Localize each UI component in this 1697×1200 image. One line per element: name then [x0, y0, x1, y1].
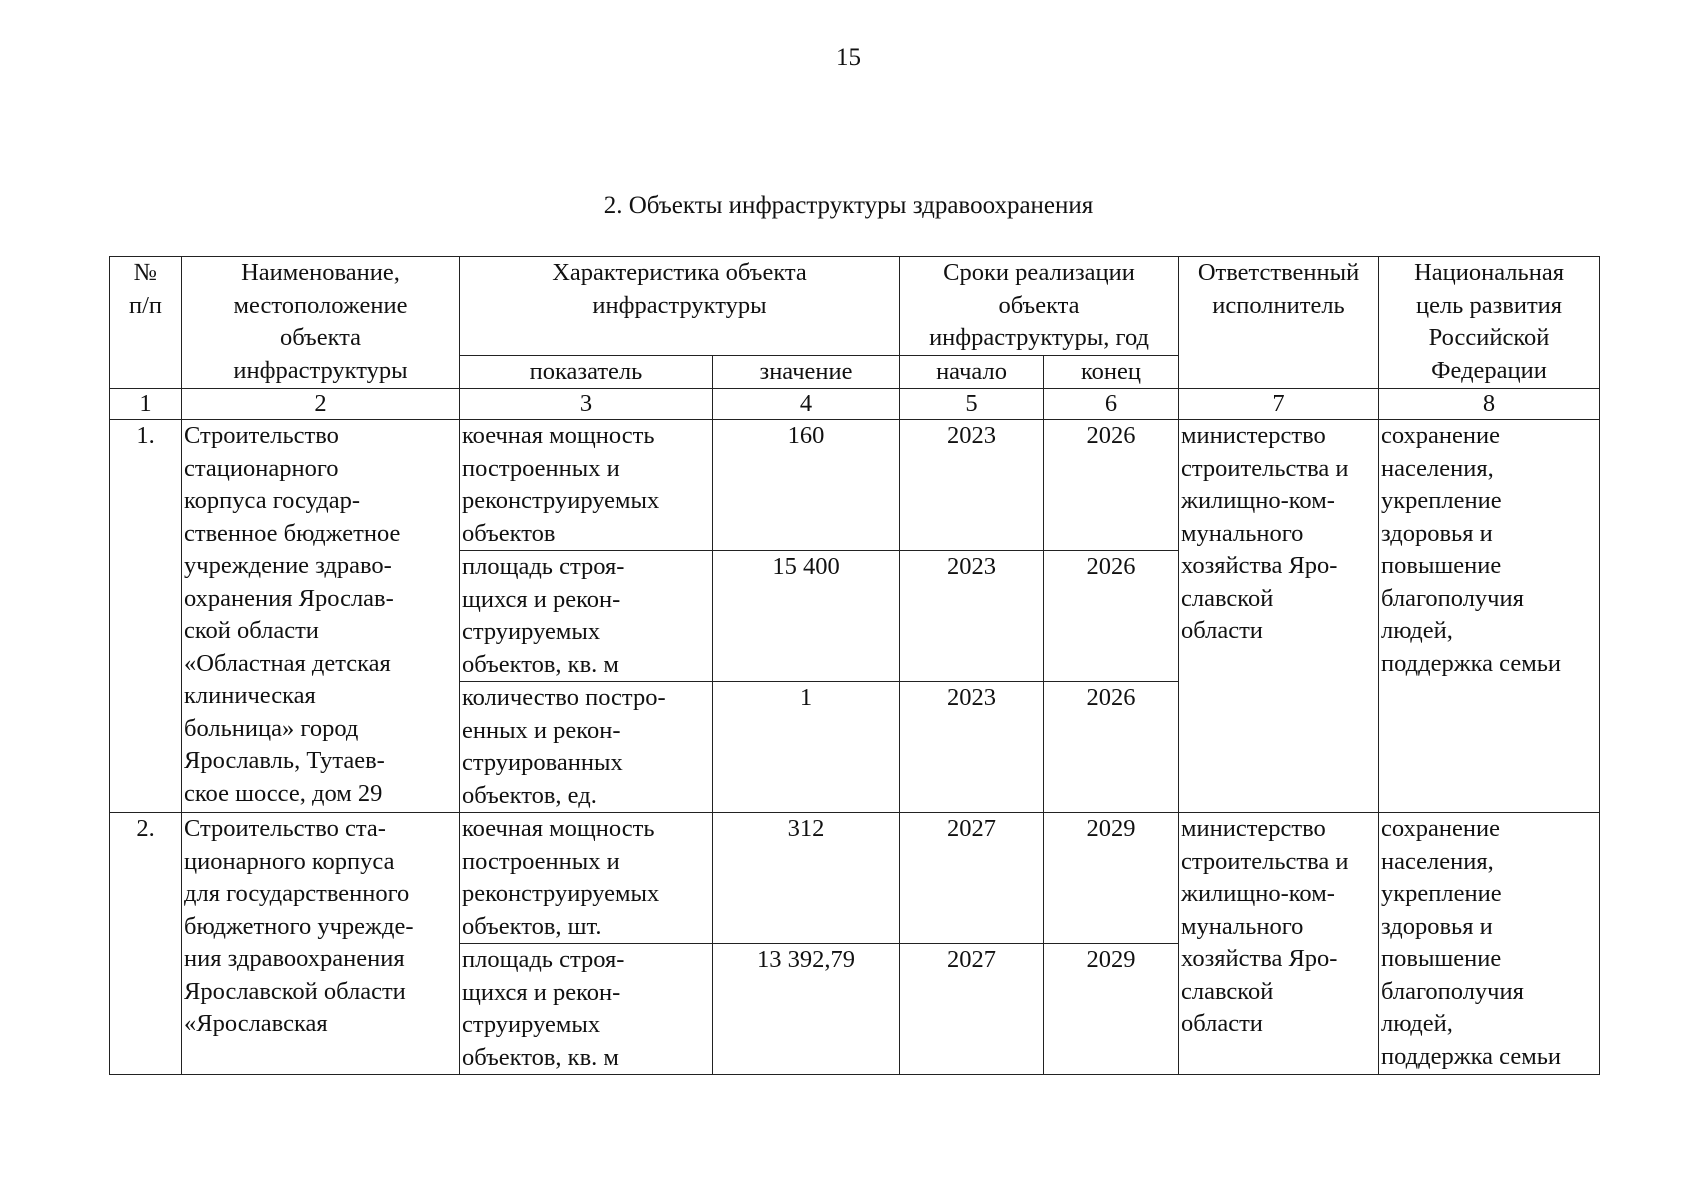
- indicator-name: площадь строя- щихся и рекон- струируемых объектов, кв. м: [460, 551, 713, 682]
- header-characteristics: Характеристика объекта инфраструктуры: [460, 257, 900, 356]
- responsible-executor: министерство строительства и жилищно-ком- мунального хозяйства Яро- славской области: [1179, 420, 1379, 813]
- header-indicator: показатель: [460, 355, 713, 389]
- column-number: 8: [1379, 389, 1600, 420]
- start-year: 2027: [900, 944, 1044, 1075]
- column-number: 2: [182, 389, 460, 420]
- header-value: значение: [713, 355, 900, 389]
- end-year: 2026: [1044, 682, 1179, 813]
- object-name: Строительство стационарного корпуса государ- ственное бюджетное учреждение здраво- охранения Ярослав- ской области «Областная детская клиническая больница» город Ярославль, Тутаев- ское шоссе, дом 29: [182, 420, 460, 813]
- row-number: 1.: [110, 420, 182, 813]
- indicator-value: 312: [713, 813, 900, 944]
- start-year: 2027: [900, 813, 1044, 944]
- indicator-value: 160: [713, 420, 900, 551]
- start-year: 2023: [900, 420, 1044, 551]
- indicator-value: 1: [713, 682, 900, 813]
- header-goal: Национальная цель развития Российской Федерации: [1379, 257, 1600, 389]
- column-number: 5: [900, 389, 1044, 420]
- header-start: начало: [900, 355, 1044, 389]
- header-end: конец: [1044, 355, 1179, 389]
- indicator-value: 13 392,79: [713, 944, 900, 1075]
- table-row: [110, 813, 1600, 944]
- indicator-name: коечная мощность построенных и реконструируемых объектов, шт.: [460, 813, 713, 944]
- end-year: 2026: [1044, 551, 1179, 682]
- table-row: [110, 420, 1600, 551]
- header-row-top: [110, 257, 1600, 356]
- header-name: Наименование, местоположение объекта инфраструктуры: [182, 257, 460, 389]
- page-number: 15: [836, 44, 861, 71]
- header-no: № п/п: [110, 257, 182, 389]
- column-number: 1: [110, 389, 182, 420]
- section-title: 2. Объекты инфраструктуры здравоохранения: [603, 192, 1094, 219]
- column-number: 4: [713, 389, 900, 420]
- object-name: Строительство ста- ционарного корпуса для государственного бюджетного учрежде- ния здравоохранения Ярославской области «Ярославская: [182, 813, 460, 1075]
- infrastructure-table: [109, 256, 1600, 1075]
- national-goal: сохранение населения, укрепление здоровья и повышение благополучия людей, поддержка семьи: [1379, 420, 1600, 813]
- start-year: 2023: [900, 551, 1044, 682]
- indicator-name: коечная мощность построенных и реконструируемых объектов: [460, 420, 713, 551]
- end-year: 2026: [1044, 420, 1179, 551]
- column-number: 3: [460, 389, 713, 420]
- header-timeline: Сроки реализации объекта инфраструктуры, год: [900, 257, 1179, 356]
- column-number: 7: [1179, 389, 1379, 420]
- end-year: 2029: [1044, 813, 1179, 944]
- indicator-name: площадь строя- щихся и рекон- струируемых объектов, кв. м: [460, 944, 713, 1075]
- indicator-value: 15 400: [713, 551, 900, 682]
- column-numbers-row: [110, 389, 1600, 420]
- national-goal: сохранение населения, укрепление здоровья и повышение благополучия людей, поддержка семьи: [1379, 813, 1600, 1075]
- row-number: 2.: [110, 813, 182, 1075]
- table-body: [110, 389, 1600, 1075]
- responsible-executor: министерство строительства и жилищно-ком- мунального хозяйства Яро- славской области: [1179, 813, 1379, 1075]
- indicator-name: количество постро- енных и рекон- струированных объектов, ед.: [460, 682, 713, 813]
- header-responsible: Ответственный исполнитель: [1179, 257, 1379, 389]
- column-number: 6: [1044, 389, 1179, 420]
- start-year: 2023: [900, 682, 1044, 813]
- end-year: 2029: [1044, 944, 1179, 1075]
